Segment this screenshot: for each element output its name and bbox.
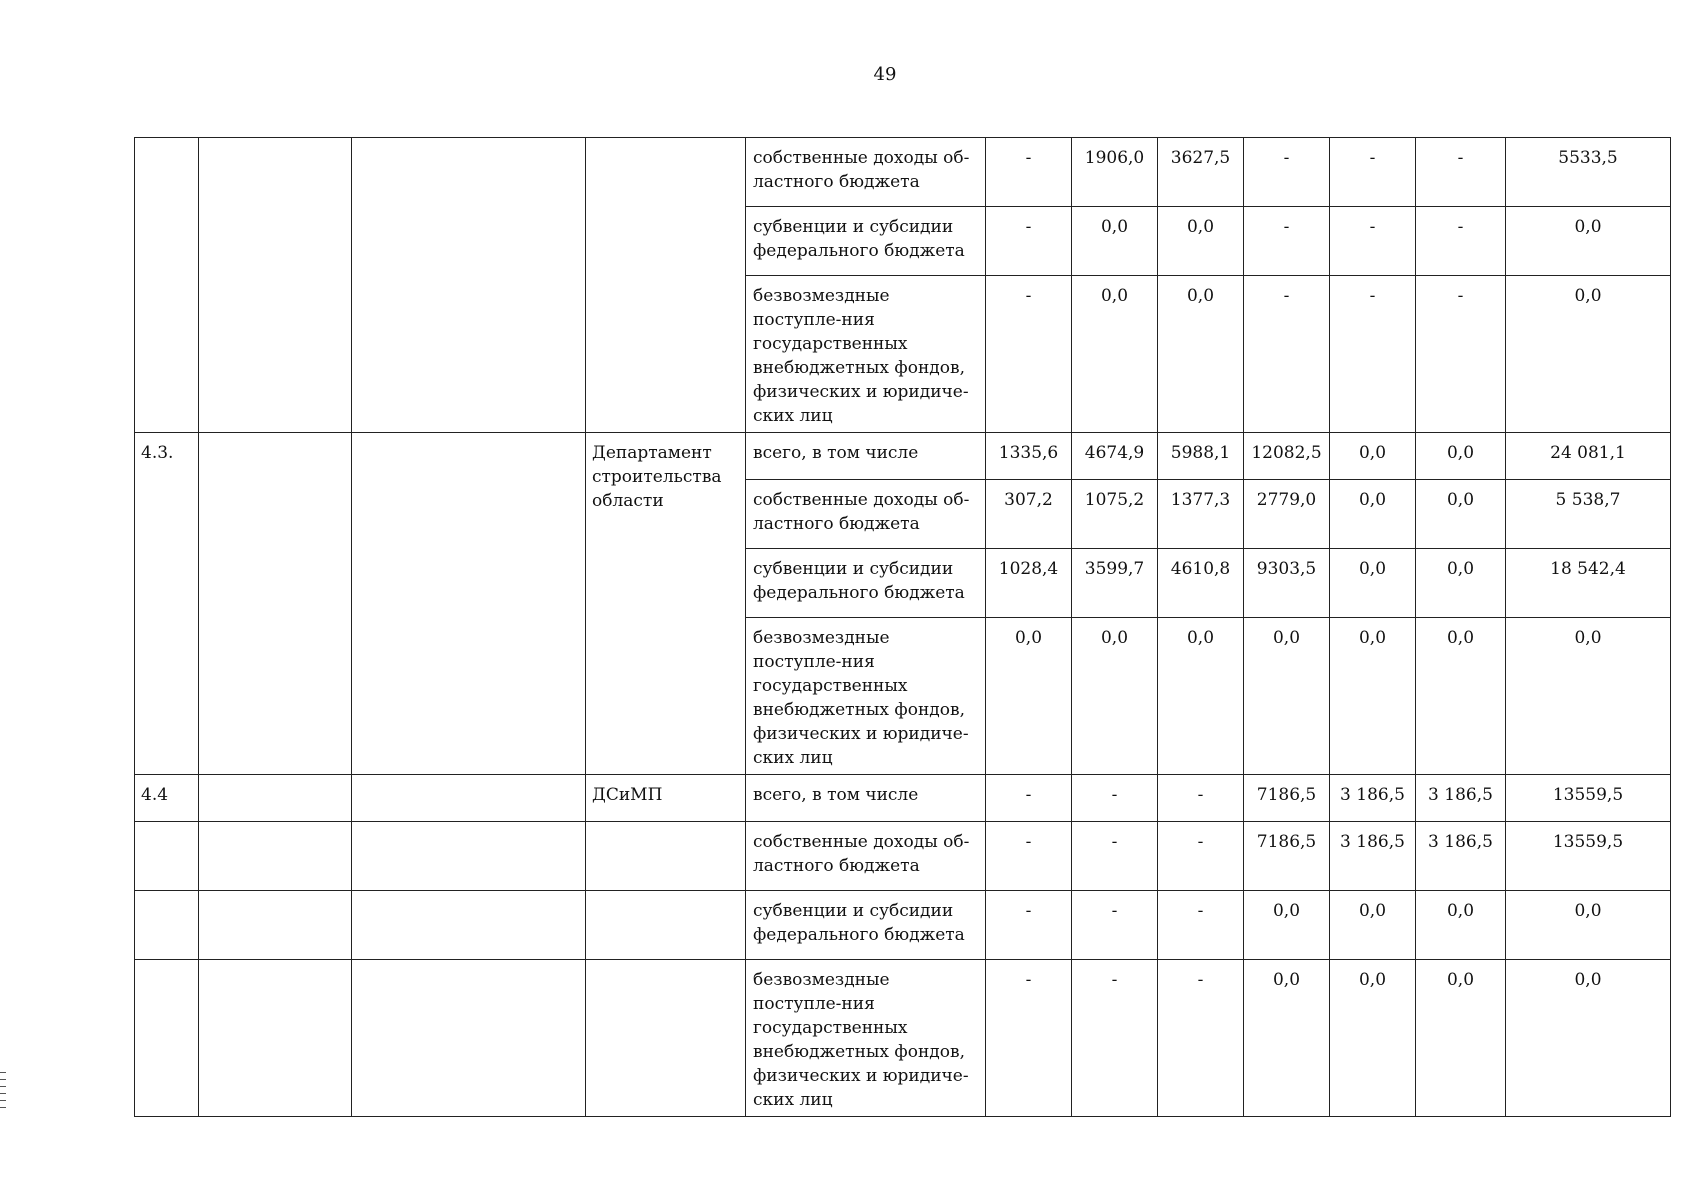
year-value-cell: - <box>1416 138 1506 207</box>
executor-cell <box>586 891 746 960</box>
total-value-cell: 18 542,4 <box>1506 549 1671 618</box>
year-value-cell: - <box>1158 891 1244 960</box>
year-value-cell: 307,2 <box>986 480 1072 549</box>
year-value-cell: 0,0 <box>1330 480 1416 549</box>
table-body <box>135 138 1671 1117</box>
measure-name-cell <box>199 960 352 1117</box>
measure-description-cell <box>352 775 586 822</box>
row-number-cell <box>135 960 199 1117</box>
year-value-cell: 1075,2 <box>1072 480 1158 549</box>
measure-name-cell <box>199 891 352 960</box>
total-value-cell: 0,0 <box>1506 618 1671 775</box>
total-value-cell: 13559,5 <box>1506 775 1671 822</box>
row-number-cell <box>135 138 199 433</box>
year-value-cell: - <box>986 822 1072 891</box>
table-row <box>135 822 1671 891</box>
margin-mark <box>0 1079 6 1080</box>
row-number-cell: 4.4 <box>135 775 199 822</box>
measure-name-cell <box>199 433 352 775</box>
executor-cell: Департамент строительства области <box>586 433 746 775</box>
total-value-cell: 13559,5 <box>1506 822 1671 891</box>
page-number: 49 <box>873 64 897 85</box>
year-value-cell: 5988,1 <box>1158 433 1244 480</box>
table-row <box>135 138 1671 207</box>
year-value-cell: 0,0 <box>1158 618 1244 775</box>
year-value-cell: 1028,4 <box>986 549 1072 618</box>
year-value-cell: 0,0 <box>1244 618 1330 775</box>
year-value-cell: 1377,3 <box>1158 480 1244 549</box>
year-value-cell: 3 186,5 <box>1416 775 1506 822</box>
executor-cell <box>586 138 746 433</box>
row-number-cell <box>135 891 199 960</box>
year-value-cell: 0,0 <box>1416 618 1506 775</box>
funding-source-cell: всего, в том числе <box>746 433 986 480</box>
executor-cell <box>586 822 746 891</box>
funding-table <box>134 137 1671 1117</box>
measure-name-cell <box>199 822 352 891</box>
total-value-cell: 5 538,7 <box>1506 480 1671 549</box>
year-value-cell: 0,0 <box>1416 433 1506 480</box>
year-value-cell: 0,0 <box>1416 480 1506 549</box>
year-value-cell: 0,0 <box>1072 276 1158 433</box>
year-value-cell: - <box>986 207 1072 276</box>
year-value-cell: 3 186,5 <box>1416 822 1506 891</box>
table-row <box>135 960 1671 1117</box>
year-value-cell: - <box>1158 960 1244 1117</box>
year-value-cell: - <box>1158 775 1244 822</box>
executor-cell: ДСиМП <box>586 775 746 822</box>
row-number-cell <box>135 822 199 891</box>
executor-cell <box>586 960 746 1117</box>
year-value-cell: - <box>986 276 1072 433</box>
year-value-cell: - <box>1330 207 1416 276</box>
table-row <box>135 775 1671 822</box>
year-value-cell: - <box>986 960 1072 1117</box>
table-row <box>135 433 1671 480</box>
funding-source-cell: субвенции и субсидии федерального бюджета <box>746 891 986 960</box>
year-value-cell: 0,0 <box>1158 207 1244 276</box>
year-value-cell: 4674,9 <box>1072 433 1158 480</box>
funding-source-cell: собственные доходы об-ластного бюджета <box>746 480 986 549</box>
year-value-cell: 9303,5 <box>1244 549 1330 618</box>
year-value-cell: 7186,5 <box>1244 775 1330 822</box>
year-value-cell: 3 186,5 <box>1330 822 1416 891</box>
funding-source-cell: субвенции и субсидии федерального бюджета <box>746 549 986 618</box>
year-value-cell: 0,0 <box>1244 891 1330 960</box>
year-value-cell: 1906,0 <box>1072 138 1158 207</box>
funding-source-cell: собственные доходы об-ластного бюджета <box>746 138 986 207</box>
margin-mark <box>0 1072 6 1073</box>
year-value-cell: - <box>986 138 1072 207</box>
year-value-cell: - <box>1072 891 1158 960</box>
margin-mark <box>0 1093 6 1094</box>
year-value-cell: 1335,6 <box>986 433 1072 480</box>
funding-source-cell: всего, в том числе <box>746 775 986 822</box>
year-value-cell: - <box>1072 822 1158 891</box>
year-value-cell: 3599,7 <box>1072 549 1158 618</box>
year-value-cell: 0,0 <box>1330 433 1416 480</box>
year-value-cell: 0,0 <box>1244 960 1330 1117</box>
funding-source-cell: безвозмездные поступле-ния государственных внебюджетных фондов, физических и юридиче-ских лиц <box>746 276 986 433</box>
year-value-cell: - <box>1244 276 1330 433</box>
year-value-cell: 0,0 <box>1330 960 1416 1117</box>
margin-mark <box>0 1100 6 1101</box>
funding-source-cell: безвозмездные поступле-ния государственных внебюджетных фондов, физических и юридиче-ских лиц <box>746 960 986 1117</box>
year-value-cell: 0,0 <box>1416 891 1506 960</box>
measure-description-cell <box>352 138 586 433</box>
margin-mark <box>0 1107 6 1108</box>
row-number-cell: 4.3. <box>135 433 199 775</box>
measure-description-cell <box>352 433 586 775</box>
year-value-cell: 2779,0 <box>1244 480 1330 549</box>
year-value-cell: - <box>1416 276 1506 433</box>
year-value-cell: 4610,8 <box>1158 549 1244 618</box>
year-value-cell: 0,0 <box>1416 549 1506 618</box>
year-value-cell: 0,0 <box>1416 960 1506 1117</box>
table-row <box>135 891 1671 960</box>
year-value-cell: 0,0 <box>986 618 1072 775</box>
year-value-cell: 0,0 <box>1072 207 1158 276</box>
year-value-cell: 3627,5 <box>1158 138 1244 207</box>
measure-name-cell <box>199 775 352 822</box>
total-value-cell: 0,0 <box>1506 207 1671 276</box>
year-value-cell: - <box>1330 138 1416 207</box>
total-value-cell: 5533,5 <box>1506 138 1671 207</box>
year-value-cell: - <box>1072 960 1158 1117</box>
total-value-cell: 0,0 <box>1506 891 1671 960</box>
year-value-cell: 0,0 <box>1330 549 1416 618</box>
year-value-cell: - <box>986 775 1072 822</box>
year-value-cell: 12082,5 <box>1244 433 1330 480</box>
year-value-cell: 0,0 <box>1158 276 1244 433</box>
year-value-cell: - <box>1244 207 1330 276</box>
year-value-cell: 0,0 <box>1072 618 1158 775</box>
funding-source-cell: субвенции и субсидии федерального бюджета <box>746 207 986 276</box>
year-value-cell: - <box>1416 207 1506 276</box>
year-value-cell: - <box>1330 276 1416 433</box>
year-value-cell: - <box>1158 822 1244 891</box>
funding-source-cell: безвозмездные поступле-ния государственных внебюджетных фондов, физических и юридиче-ских лиц <box>746 618 986 775</box>
measure-description-cell <box>352 891 586 960</box>
measure-description-cell <box>352 822 586 891</box>
year-value-cell: - <box>986 891 1072 960</box>
total-value-cell: 0,0 <box>1506 276 1671 433</box>
year-value-cell: 3 186,5 <box>1330 775 1416 822</box>
funding-table-wrapper <box>134 137 1671 1117</box>
funding-source-cell: собственные доходы об-ластного бюджета <box>746 822 986 891</box>
total-value-cell: 24 081,1 <box>1506 433 1671 480</box>
measure-description-cell <box>352 960 586 1117</box>
total-value-cell: 0,0 <box>1506 960 1671 1117</box>
year-value-cell: - <box>1244 138 1330 207</box>
year-value-cell: 7186,5 <box>1244 822 1330 891</box>
margin-mark <box>0 1086 6 1087</box>
year-value-cell: 0,0 <box>1330 891 1416 960</box>
year-value-cell: 0,0 <box>1330 618 1416 775</box>
measure-name-cell <box>199 138 352 433</box>
year-value-cell: - <box>1072 775 1158 822</box>
